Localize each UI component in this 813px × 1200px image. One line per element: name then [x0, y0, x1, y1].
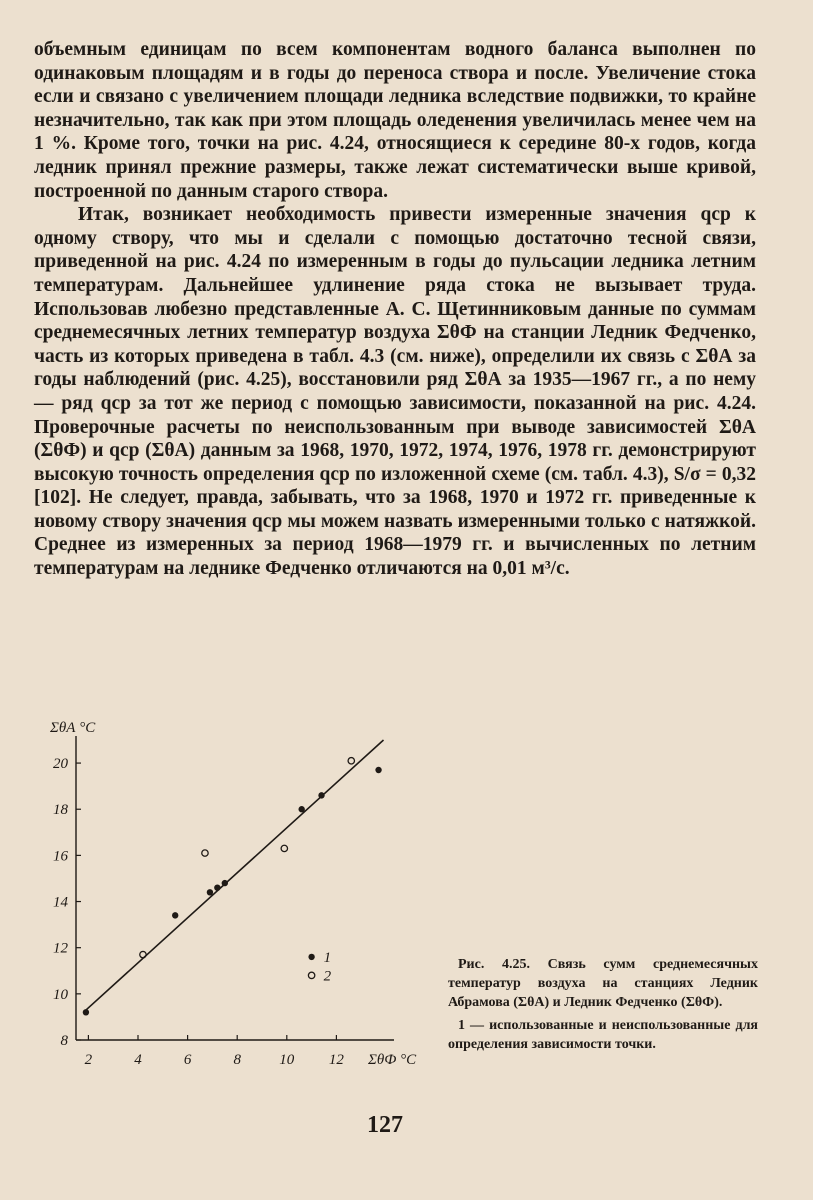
y-tick-label: 16: [53, 848, 68, 865]
y-axis-label: ΣθА °C: [50, 720, 96, 736]
fit-line: [83, 740, 383, 1012]
point-used: [172, 912, 178, 918]
point-used: [207, 889, 213, 895]
paragraph-1: объемным единицам по всем компонентам водного баланса выполнен по одинаковым площадям и в годы до переноса створа и после. Увеличение стока если и связано с увеличением площади ледника вследствие подвижки, то крайне незначительно, так как при этом площадь оледенения увеличилась менее чем на 1 %. Кроме того, точки на рис. 4.24, относящиеся к середине 80-х годов, когда ледник принял прежние размеры, также лежат систематически выше кривой, построенной по данным старого створа.: [34, 39, 756, 202]
paragraph-2: Итак, возникает необходимость привести измеренные значения qср к одному створу, что мы и сделали с помощью достаточно тесной связи, приведенной на рис. 4.24 по измеренным в годы до пульсации ледника летним температурам. Дальнейшее удлинение ряда стока не вызывает труда. Использовав любезно представленные А. С. Щетинниковым данные по суммам среднемесячных летних температур воздуха ΣθФ на станции Ледник Федченко, часть из которых приведена в табл. 4.3 (см. ниже), определили их связь с ΣθА за годы наблюдений (рис. 4.25), восстановили ряд ΣθА за 1935—1967 гг., а по нему — ряд qср за тот же период с помощью зависимости, показанной на рис. 4.24. Проверочные расчеты по неиспользованным при выводе зависимостей ΣθА (ΣθФ) и qср (ΣθА) данным за 1968, 1970, 1972, 1974, 1976, 1978 гг. демонстрируют высокую точность определения qср по изложенной схеме (см. табл. 4.3), S/σ = 0,32 [102]. Не следует, правда, забывать, что за 1968, 1970 и 1972 гг. приведенные к новому створу значения qср мы можем назвать измеренными только с натяжкой. Среднее из измеренных за период 1968—1979 гг. и вычисленных по летним температурам на леднике Федченко отличаются на 0,01 м³/с.: [34, 204, 756, 580]
point-used: [214, 884, 220, 890]
fit-line-group: [83, 740, 383, 1012]
legend-label: 1: [323, 949, 332, 966]
x-tick-label: 12: [328, 1052, 344, 1068]
point-unused: [308, 972, 314, 978]
chart-ticks: [53, 756, 344, 1068]
y-tick-label: 8: [60, 1033, 68, 1049]
x-tick-label: 8: [233, 1052, 241, 1068]
point-unused: [281, 845, 287, 851]
caption-title: Рис. 4.25. Связь сумм среднемесячных температур воздуха на станциях Ледник Абрамова (ΣθА) и Ледник Федченко (ΣθФ).: [448, 957, 758, 1010]
y-tick-label: 10: [53, 986, 68, 1003]
y-tick-label: 14: [53, 894, 68, 911]
scatter-chart: [30, 700, 430, 1100]
chart-axes: [76, 736, 394, 1040]
point-unused: [140, 951, 146, 957]
page-number: 127: [367, 1112, 403, 1138]
point-used: [298, 806, 304, 812]
y-tick-label: 18: [53, 802, 68, 819]
point-unused: [348, 758, 354, 764]
y-tick-label: 20: [53, 756, 68, 773]
body-text: [34, 38, 756, 581]
x-tick-label: 6: [183, 1052, 192, 1068]
data-points: [83, 758, 382, 1016]
point-unused: [202, 850, 208, 856]
figure-caption: [448, 955, 758, 1058]
x-tick-label: 2: [84, 1052, 93, 1068]
point-used: [83, 1009, 89, 1015]
x-tick-label: 4: [134, 1052, 142, 1068]
point-used: [222, 880, 228, 886]
x-tick-label: 10: [279, 1052, 295, 1068]
caption-note: 1 — использованные и неиспользованные для определения зависимости точки.: [448, 1018, 758, 1052]
x-axis-label: ΣθФ °C: [368, 1052, 417, 1068]
point-used: [375, 767, 381, 773]
point-used: [308, 954, 314, 960]
chart-legend: [324, 950, 332, 984]
point-used: [318, 792, 324, 798]
legend-label: 2: [323, 968, 332, 985]
y-tick-label: 12: [53, 940, 68, 957]
